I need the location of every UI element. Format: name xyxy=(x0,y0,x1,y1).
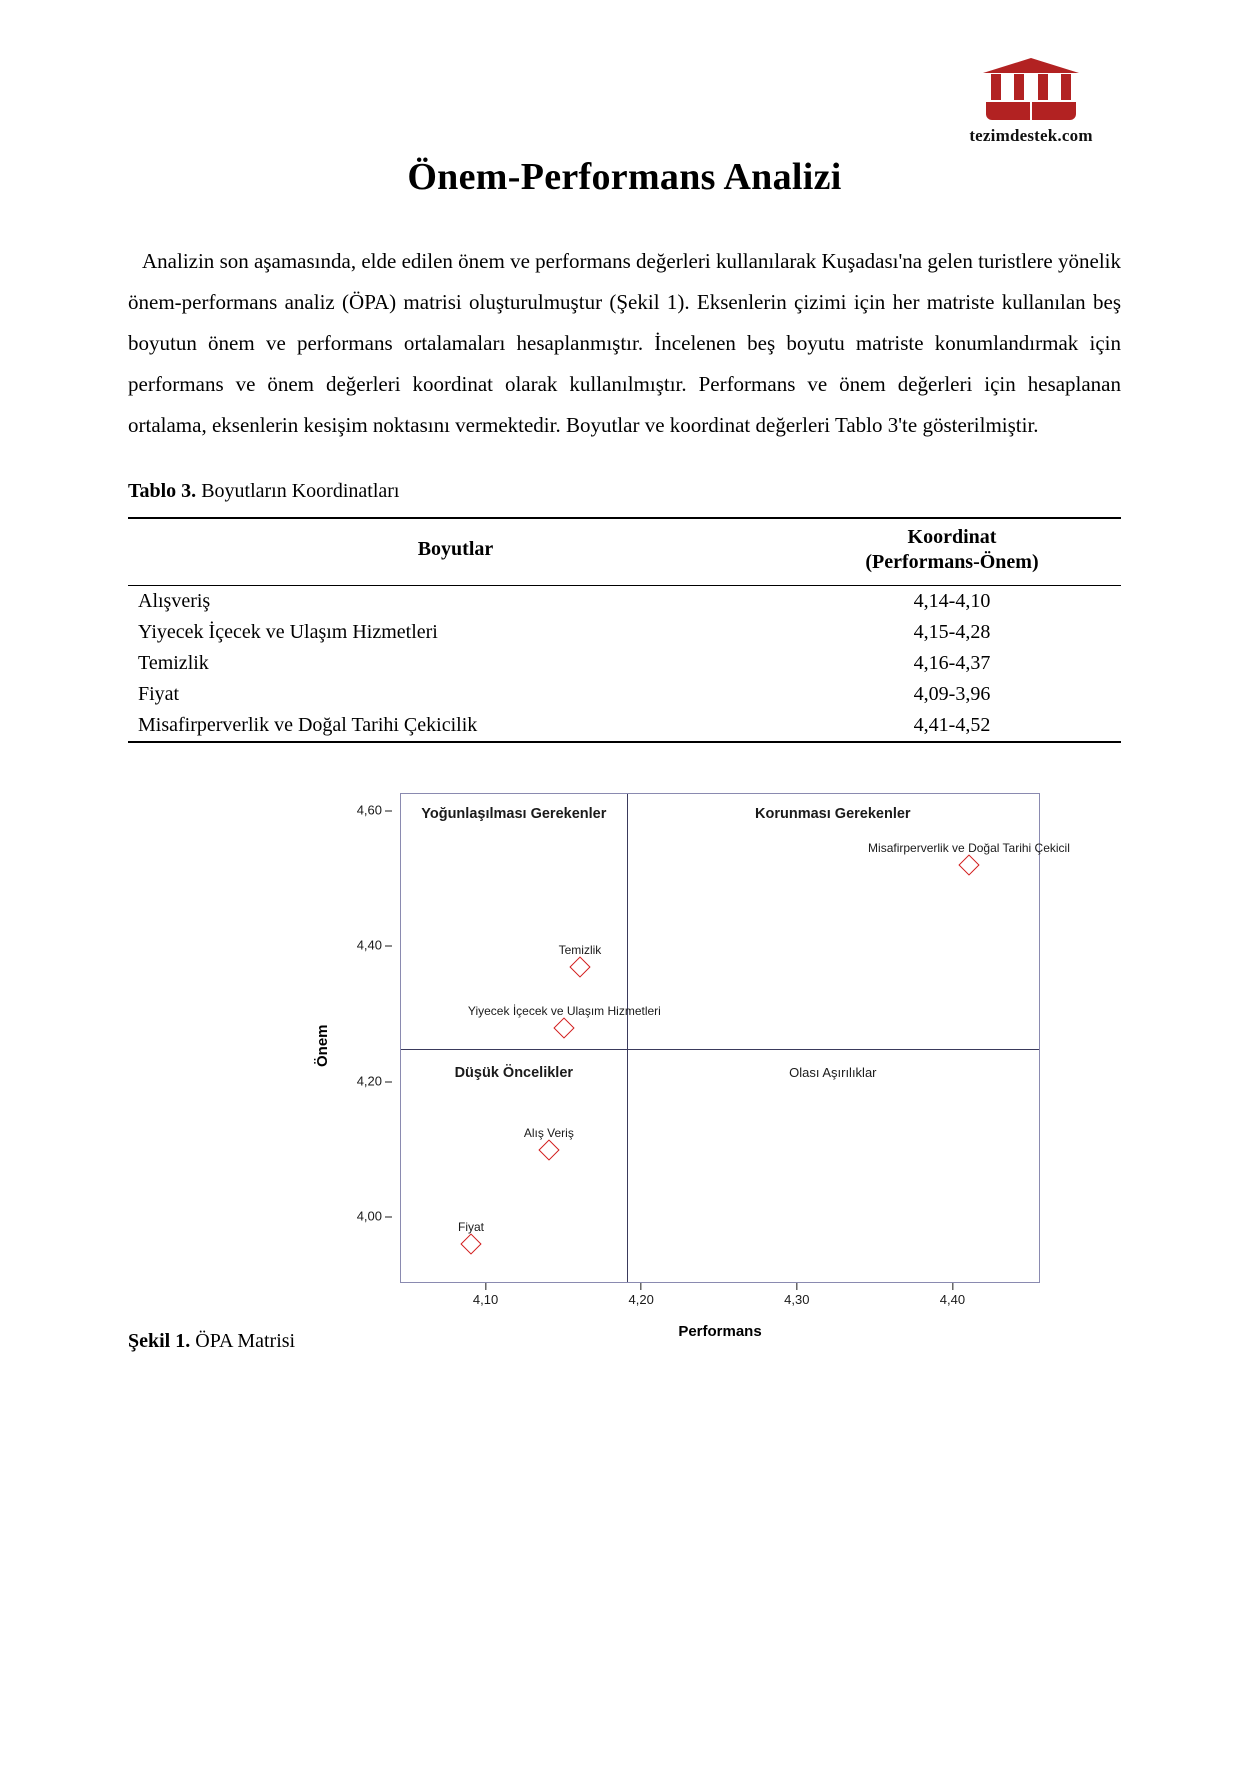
x-axis-title: Performans xyxy=(678,1322,762,1340)
cell-dimension: Fiyat xyxy=(138,682,180,705)
table-body xyxy=(128,585,1121,742)
cell-coordinate: 4,09-3,96 xyxy=(913,682,991,705)
table-row xyxy=(128,585,1121,617)
quadrant-label: Düşük Öncelikler xyxy=(454,1065,574,1082)
cell-dimension: Alışveriş xyxy=(138,589,211,612)
data-point-marker xyxy=(554,1017,575,1038)
site-logo xyxy=(941,58,1121,146)
header-coordinate xyxy=(783,518,1121,586)
quadrant-label: Korunması Gerekenler xyxy=(755,805,911,822)
y-axis-tick: 4,40 xyxy=(338,938,392,953)
figure-caption-label: Şekil 1. xyxy=(128,1330,191,1352)
x-axis-tick: 4,30 xyxy=(784,1283,809,1307)
header-dimensions: Boyutlar xyxy=(417,538,494,561)
data-point-label: Misafirperverlik ve Doğal Tarihi Çekicil xyxy=(868,840,1070,855)
x-axis-tick: 4,10 xyxy=(473,1283,498,1307)
data-point-marker xyxy=(538,1139,559,1160)
logo-text: tezimdestek.com xyxy=(969,126,1093,145)
cell-coordinate: 4,41-4,52 xyxy=(913,713,991,736)
data-point-marker xyxy=(460,1234,481,1255)
table-caption-label: Tablo 3. xyxy=(128,479,197,502)
table-caption-text: Boyutların Koordinatları xyxy=(196,479,400,502)
horizontal-divider xyxy=(401,1049,1039,1050)
y-axis-tick: 4,20 xyxy=(338,1073,392,1088)
table-header-row xyxy=(128,518,1121,586)
figure-caption-text: ÖPA Matrisi xyxy=(190,1330,296,1352)
body-paragraph: Analizin son aşamasında, elde edilen önem ve performans değerleri kullanılarak Kuşadası'na gelen turistlere yönelik önem-performans analiz (ÖPA) matrisi oluşturulmuştur (Şekil 1). Eksenlerin çizimi için her matriste kullanılan beş boyutun önem ve performans ortalamaları hesaplanmıştır. İncelenen beş boyutu matriste konumlandırmak için performans ve önem değerleri koordinat olarak kullanılmıştır. Performans ve önem değerleri için hesaplanan ortalama, eksenlerin kesişim noktasını vermektedir. Boyutlar ve koordinat değerleri Tablo 3'te gösterilmiştir. xyxy=(128,249,1121,437)
vertical-divider xyxy=(627,794,628,1282)
table-row xyxy=(128,617,1121,648)
table-row xyxy=(128,648,1121,679)
y-axis-title: Önem xyxy=(314,1024,331,1067)
cell-coordinate: 4,14-4,10 xyxy=(913,589,991,612)
chart-plot-area xyxy=(400,793,1070,1283)
cell-dimension: Misafirperverlik ve Doğal Tarihi Çekicilik xyxy=(138,713,478,736)
data-point-label: Fiyat xyxy=(458,1220,485,1235)
table-caption xyxy=(128,480,1121,503)
x-axis-tick: 4,20 xyxy=(629,1283,654,1307)
page-title: Önem-Performans Analizi xyxy=(407,156,842,198)
y-axis-tick: 4,60 xyxy=(338,802,392,817)
quadrant-label: Olası Aşırılıklar xyxy=(789,1065,877,1081)
data-point-label: Yiyecek İçecek ve Ulaşım Hizmetleri xyxy=(467,1003,661,1018)
table-row xyxy=(128,679,1121,710)
cell-dimension: Temizlik xyxy=(138,651,209,674)
quadrant-label: Yoğunlaşılması Gerekenler xyxy=(421,805,607,822)
y-axis-tick: 4,00 xyxy=(338,1209,392,1224)
library-building-icon xyxy=(981,58,1081,120)
cell-coordinate: 4,16-4,37 xyxy=(913,651,991,674)
cell-coordinate: 4,15-4,28 xyxy=(913,620,991,643)
data-point-label: Alış Veriş xyxy=(523,1125,574,1140)
cell-dimension: Yiyecek İçecek ve Ulaşım Hizmetleri xyxy=(138,620,438,643)
data-point-label: Temizlik xyxy=(558,942,602,957)
coordinates-table xyxy=(128,517,1121,743)
table-row xyxy=(128,710,1121,742)
header-coordinate-line1: Koordinat xyxy=(907,525,997,548)
opa-matrix-chart xyxy=(128,783,1121,1393)
data-point-marker xyxy=(958,854,979,875)
figure-caption xyxy=(128,1330,295,1353)
header-coordinate-line2: (Performans-Önem) xyxy=(865,550,1039,573)
data-point-marker xyxy=(569,956,590,977)
x-axis-tick: 4,40 xyxy=(940,1283,965,1307)
